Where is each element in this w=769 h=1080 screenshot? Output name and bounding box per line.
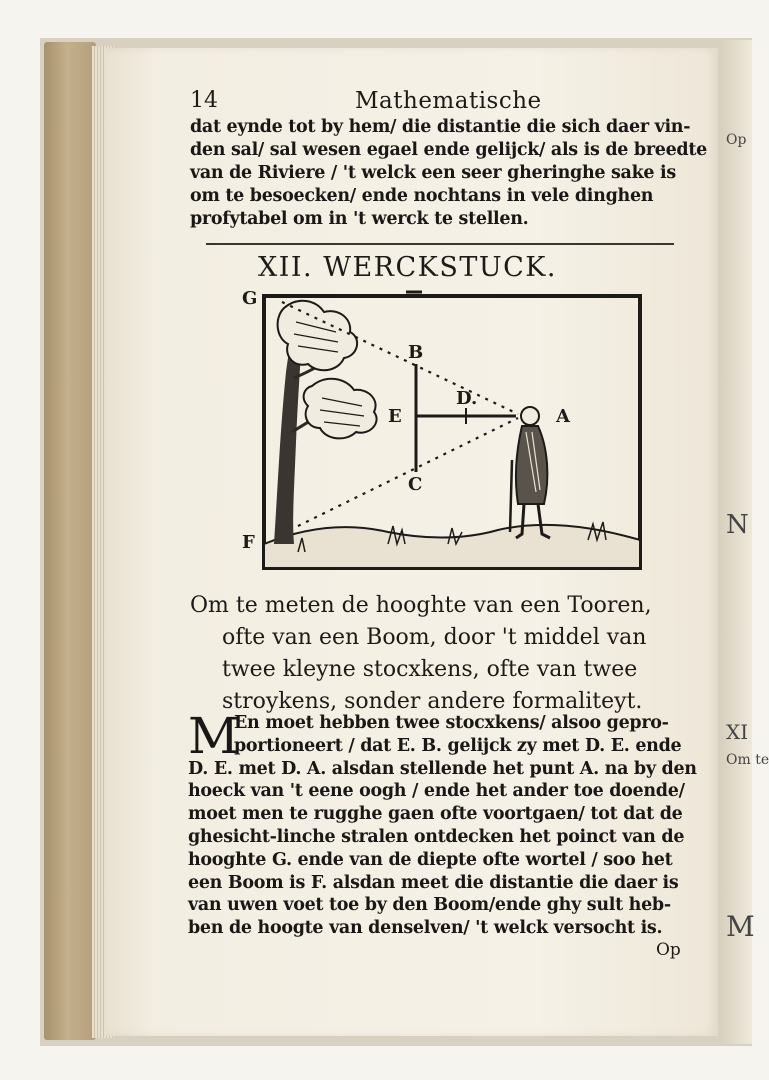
facing-page-edge <box>722 40 769 1044</box>
body-paragraph <box>188 707 698 940</box>
text-line: portioneert / dat E. B. gelijck zy met D. E. ende <box>234 735 682 756</box>
text-line: ghesicht-linche stralen ontdecken het poinct van de <box>188 826 685 847</box>
page-header <box>190 88 690 118</box>
text-line: om te besoecken/ ende nochtans in vele dinghen <box>190 186 654 206</box>
label-g: G <box>242 288 258 309</box>
observer-figure <box>510 407 550 538</box>
woodcut-figure <box>238 282 658 578</box>
section-heading: XII. WERCKSTUCK. <box>258 252 558 283</box>
label-e: E <box>388 406 402 427</box>
facing-fragment: Op <box>726 132 747 148</box>
text-line: den sal/ sal wesen egael ende gelijck/ als is de breedte <box>190 140 707 160</box>
caption-line: stroykens, sonder andere formaliteyt. <box>222 689 643 714</box>
text-line: ben de hoogte van denselven/ 't welck versocht is. <box>188 918 663 939</box>
facing-fragment: Om te <box>726 752 769 768</box>
drop-cap: M <box>188 707 240 765</box>
text-line: een Boom is F. alsdan meet die distantie die daer is <box>188 872 679 893</box>
label-a: A <box>556 406 570 427</box>
continued-paragraph <box>190 116 707 231</box>
facing-fragment: M <box>726 910 755 943</box>
caption-line: twee kleyne stocxkens, ofte van twee <box>222 657 638 682</box>
running-title: Mathematische <box>355 88 542 114</box>
label-b: B <box>408 342 424 363</box>
caption-line: ofte van een Boom, door 't middel van <box>222 625 647 650</box>
text-line: En moet hebben twee stocxkens/ alsoo gepro- <box>234 713 669 733</box>
label-d: D. <box>456 388 478 409</box>
facing-fragment: N <box>726 510 749 540</box>
text-line: van uwen voet toe by den Boom/ende ghy sult heb- <box>188 895 671 916</box>
section-rule <box>206 243 674 245</box>
text-line: D. E. met D. A. alsdan stellende het punt A. na by den <box>188 758 697 779</box>
text-line: hoeck van 't eene oogh / ende het ander toe doende/ <box>188 781 685 802</box>
facing-fragment: XI <box>726 720 749 744</box>
text-line: hooghte G. ende van de diepte ofte wortel / soo het <box>188 849 673 870</box>
book-spine <box>44 42 96 1040</box>
catchword: Op <box>656 940 681 960</box>
caption-line: Om te meten de hooghte van een Tooren, <box>190 593 652 618</box>
text-line: dat eynde tot by hem/ die distantie die sich daer vin- <box>190 117 691 137</box>
figure-caption <box>190 590 695 718</box>
page-number: 14 <box>190 88 218 113</box>
text-line: profytabel om in 't werck te stellen. <box>190 209 529 229</box>
label-c: C <box>408 474 423 495</box>
text-line: moet men te rugghe gaen ofte voortgaen/ tot dat de <box>188 804 683 825</box>
text-line: van de Riviere / 't welck een seer gheringhe sake is <box>190 163 676 183</box>
ground <box>264 525 640 568</box>
label-f: F <box>242 532 255 553</box>
